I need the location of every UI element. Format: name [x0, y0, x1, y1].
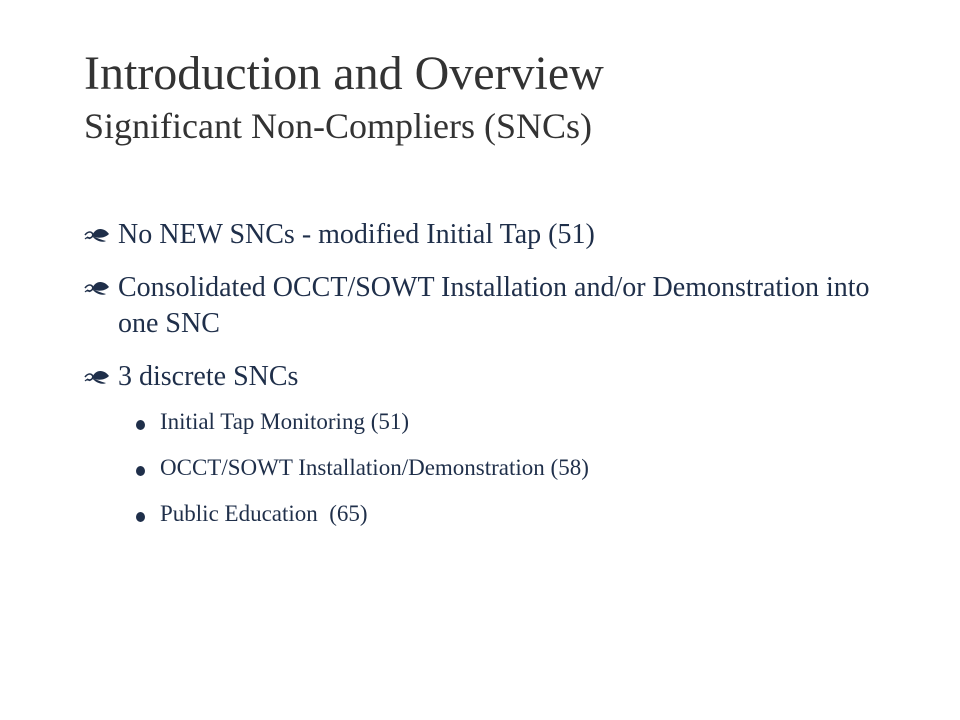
- sub-bullet-text: Public Education (65): [160, 501, 368, 526]
- bullet-item: [84, 217, 904, 253]
- fleuron-bullet-icon: [84, 279, 110, 299]
- sub-bullet-list: [84, 408, 904, 528]
- sub-bullet-item: [84, 500, 904, 528]
- sub-bullet-item: [84, 408, 904, 436]
- sub-bullet-item: [84, 454, 904, 482]
- bullet-item: [84, 270, 904, 342]
- fleuron-bullet-icon: [84, 368, 110, 388]
- dot-bullet-icon: [136, 512, 145, 522]
- sub-bullet-text: Initial Tap Monitoring (51): [160, 409, 410, 434]
- slide-title-block: [84, 44, 604, 148]
- slide-subtitle: Significant Non-Compliers (SNCs): [84, 106, 592, 146]
- dot-bullet-icon: [136, 420, 145, 430]
- dot-bullet-icon: [136, 466, 145, 476]
- bullet-text: 3 discrete SNCs: [118, 361, 299, 392]
- bullet-text: Consolidated OCCT/SOWT Installation and/or Demonstration into one SNC: [118, 272, 870, 339]
- slide-title: Introduction and Overview: [84, 47, 604, 100]
- bullet-text: No NEW SNCs - modified Initial Tap (51): [118, 219, 595, 250]
- sub-bullet-text: OCCT/SOWT Installation/Demonstration (58): [160, 455, 589, 480]
- bullet-item: [84, 359, 904, 395]
- fleuron-bullet-icon: [84, 226, 110, 246]
- bullet-list: [84, 217, 904, 546]
